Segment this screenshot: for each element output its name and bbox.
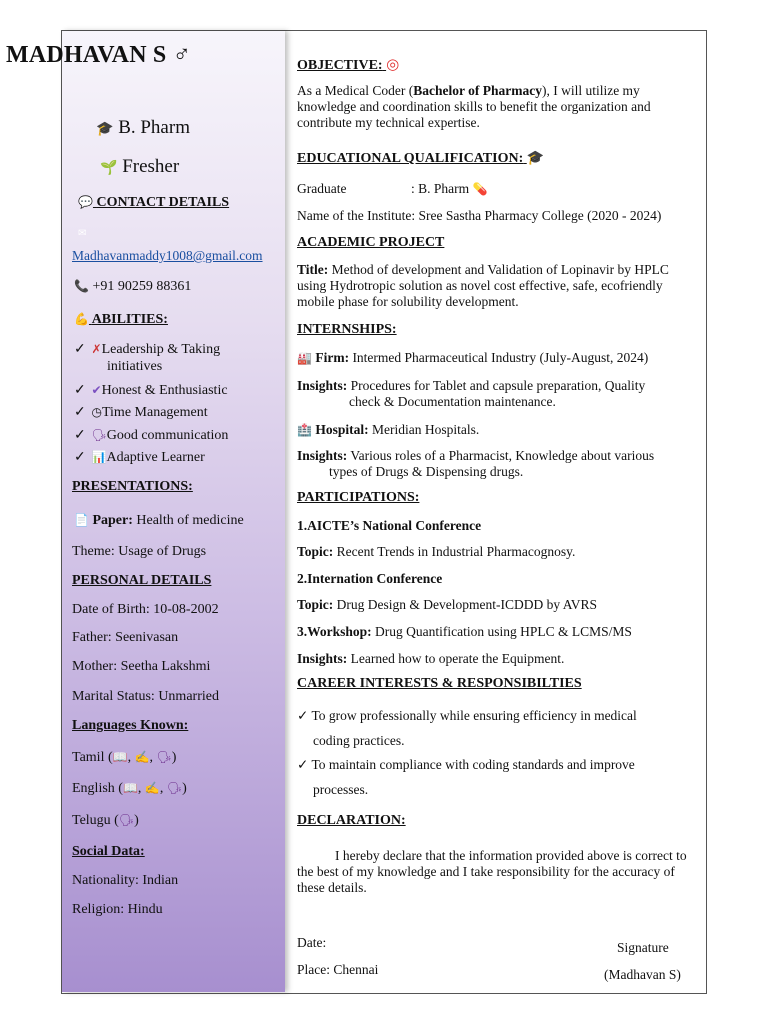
topic-1: Topic: Recent Trends in Industrial Pharmacognosy. <box>297 544 576 559</box>
ability-item-cont: initiatives <box>107 359 163 374</box>
hospital-icon: 🏥 <box>297 423 312 437</box>
chat-bubble-icon: 💬 <box>78 195 93 209</box>
ability-item: ✓ 📊Adaptive Learner <box>74 450 205 465</box>
date-label: Date: <box>297 935 327 950</box>
writing-hand-icon: ✍ <box>134 750 150 764</box>
page-icon: 📄 <box>74 513 89 527</box>
internships-heading: INTERNSHIPS: <box>297 322 397 337</box>
signature-label: Signature <box>617 940 669 955</box>
objective-heading: OBJECTIVE: ◎ <box>297 57 400 73</box>
book-icon: 📖 <box>122 781 138 795</box>
status-line: 🌱 Fresher <box>100 156 180 177</box>
career-item: ✓ To maintain compliance with coding standards and improve processes. <box>297 757 635 797</box>
phone-line: 📞 +91 90259 88361 <box>74 279 192 294</box>
signature-name: (Madhavan S) <box>604 967 681 982</box>
ability-item: ✓ ✗Leadership & Taking <box>74 342 221 357</box>
personal-heading: PERSONAL DETAILS <box>72 573 212 588</box>
graduate-line: Graduate : B. Pharm 💊 <box>297 181 488 196</box>
career-item: ✓ To grow professionally while ensuring efficiency in medical coding practices. <box>297 708 637 748</box>
writing-hand-icon: ✍ <box>144 781 160 795</box>
book-icon: 📖 <box>112 750 128 764</box>
ability-item: ✓ ✔Honest & Enthusiastic <box>74 383 228 398</box>
nationality-line: Nationality: Indian <box>72 873 179 888</box>
chart-icon: 📊 <box>91 450 107 464</box>
project-heading: ACADEMIC PROJECT <box>297 235 445 250</box>
religion-line: Religion: Hindu <box>72 902 163 917</box>
mother-line: Mother: Seetha Lakshmi <box>72 659 211 674</box>
candidate-name: MADHAVAN S ♂ <box>6 42 191 68</box>
flexed-arm-icon: 💪 <box>74 312 89 326</box>
participations-heading: PARTICIPATIONS: <box>297 490 420 505</box>
factory-icon: 🏭 <box>297 351 312 365</box>
speaking-head-icon: 🗣 <box>118 813 135 827</box>
pill-icon: 💊 <box>472 182 488 196</box>
place-label: Place: Chennai <box>297 962 379 977</box>
declaration-text: I hereby declare that the information provided above is correct to the best of my knowledge and I take responsibility for the accuracy of these details. <box>297 848 687 895</box>
graduation-cap-icon: 🎓 <box>96 122 114 137</box>
email-link[interactable]: Madhavanmaddy1008@gmail.com <box>72 248 263 263</box>
presentations-heading: PRESENTATIONS: <box>72 479 193 494</box>
theme-line: Theme: Usage of Drugs <box>72 544 207 559</box>
speaking-head-icon: 🗣 <box>156 750 172 764</box>
workshop-line: 3.Workshop: Drug Quantification using HPLC & LCMS/MS <box>297 624 632 639</box>
education-heading: EDUCATIONAL QUALIFICATION: 🎓 <box>297 151 545 166</box>
sprout-icon: 🌱 <box>100 161 118 176</box>
degree-line: 🎓 B. Pharm <box>96 117 190 138</box>
ability-item: ✓ 🗣Good communication <box>74 428 229 443</box>
social-heading: Social Data: <box>72 844 145 859</box>
check-icon: ✔ <box>91 383 102 397</box>
hospital-line: 🏥 Hospital: Meridian Hospitals. <box>297 422 480 437</box>
insights-workshop: Insights: Learned how to operate the Equipment. <box>297 651 565 666</box>
insights-hospital: Insights: Various roles of a Pharmacist, Knowledge about various types of Drugs & Dispensing drugs. <box>297 448 655 479</box>
marital-line: Marital Status: Unmarried <box>72 689 219 704</box>
phone-icon: 📞 <box>74 279 89 293</box>
institute-line: Name of the Institute: Sree Sastha Pharmacy College (2020 - 2024) <box>297 208 662 223</box>
graduation-cap-icon: 🎓 <box>526 151 545 166</box>
language-telugu: Telugu (🗣) <box>72 813 139 828</box>
leadership-icon: ✗ <box>91 342 102 356</box>
firm-line: 🏭 Firm: Intermed Pharmaceutical Industry (July-August, 2024) <box>297 350 649 365</box>
topic-2: Topic: Drug Design & Development-ICDDD by AVRS <box>297 597 598 612</box>
clock-icon: ◷ <box>91 405 102 419</box>
language-english: English (📖, ✍, 🗣) <box>72 781 187 796</box>
paper-line: 📄 Paper: Health of medicine <box>74 513 244 528</box>
insights-firm: Insights: Procedures for Tablet and capsule preparation, Quality check & Documentation maintenance. <box>297 378 646 409</box>
languages-heading: Languages Known: <box>72 718 189 733</box>
career-heading: CAREER INTERESTS & RESPONSIBILTIES <box>297 676 582 691</box>
conference-1: 1.AICTE’s National Conference <box>297 518 482 533</box>
father-line: Father: Seenivasan <box>72 630 179 645</box>
dob-line: Date of Birth: 10-08-2002 <box>72 602 219 617</box>
ability-item: ✓ ◷Time Management <box>74 405 208 420</box>
conference-2: 2.Internation Conference <box>297 571 443 586</box>
abilities-heading: 💪 ABILITIES: <box>74 312 168 327</box>
objective-text: As a Medical Coder (Bachelor of Pharmacy), I will utilize my knowledge and coordination skills to benefit the organization and contribute my technical expertise. <box>297 83 651 130</box>
mail-icon: ✉ <box>78 228 87 239</box>
speaking-head-icon: 🗣 <box>91 428 107 442</box>
speaking-head-icon: 🗣 <box>166 781 183 795</box>
contact-heading: 💬 CONTACT DETAILS <box>78 195 230 210</box>
language-tamil: Tamil (📖, ✍, 🗣) <box>72 750 177 765</box>
target-icon: ◎ <box>386 57 400 73</box>
project-text: Title: Method of development and Validation of Lopinavir by HPLC using Hydrotropic solution as novel cost effective, safe, ecofriendly mobile phase for solubility development. <box>297 262 669 309</box>
declaration-heading: DECLARATION: <box>297 813 406 828</box>
